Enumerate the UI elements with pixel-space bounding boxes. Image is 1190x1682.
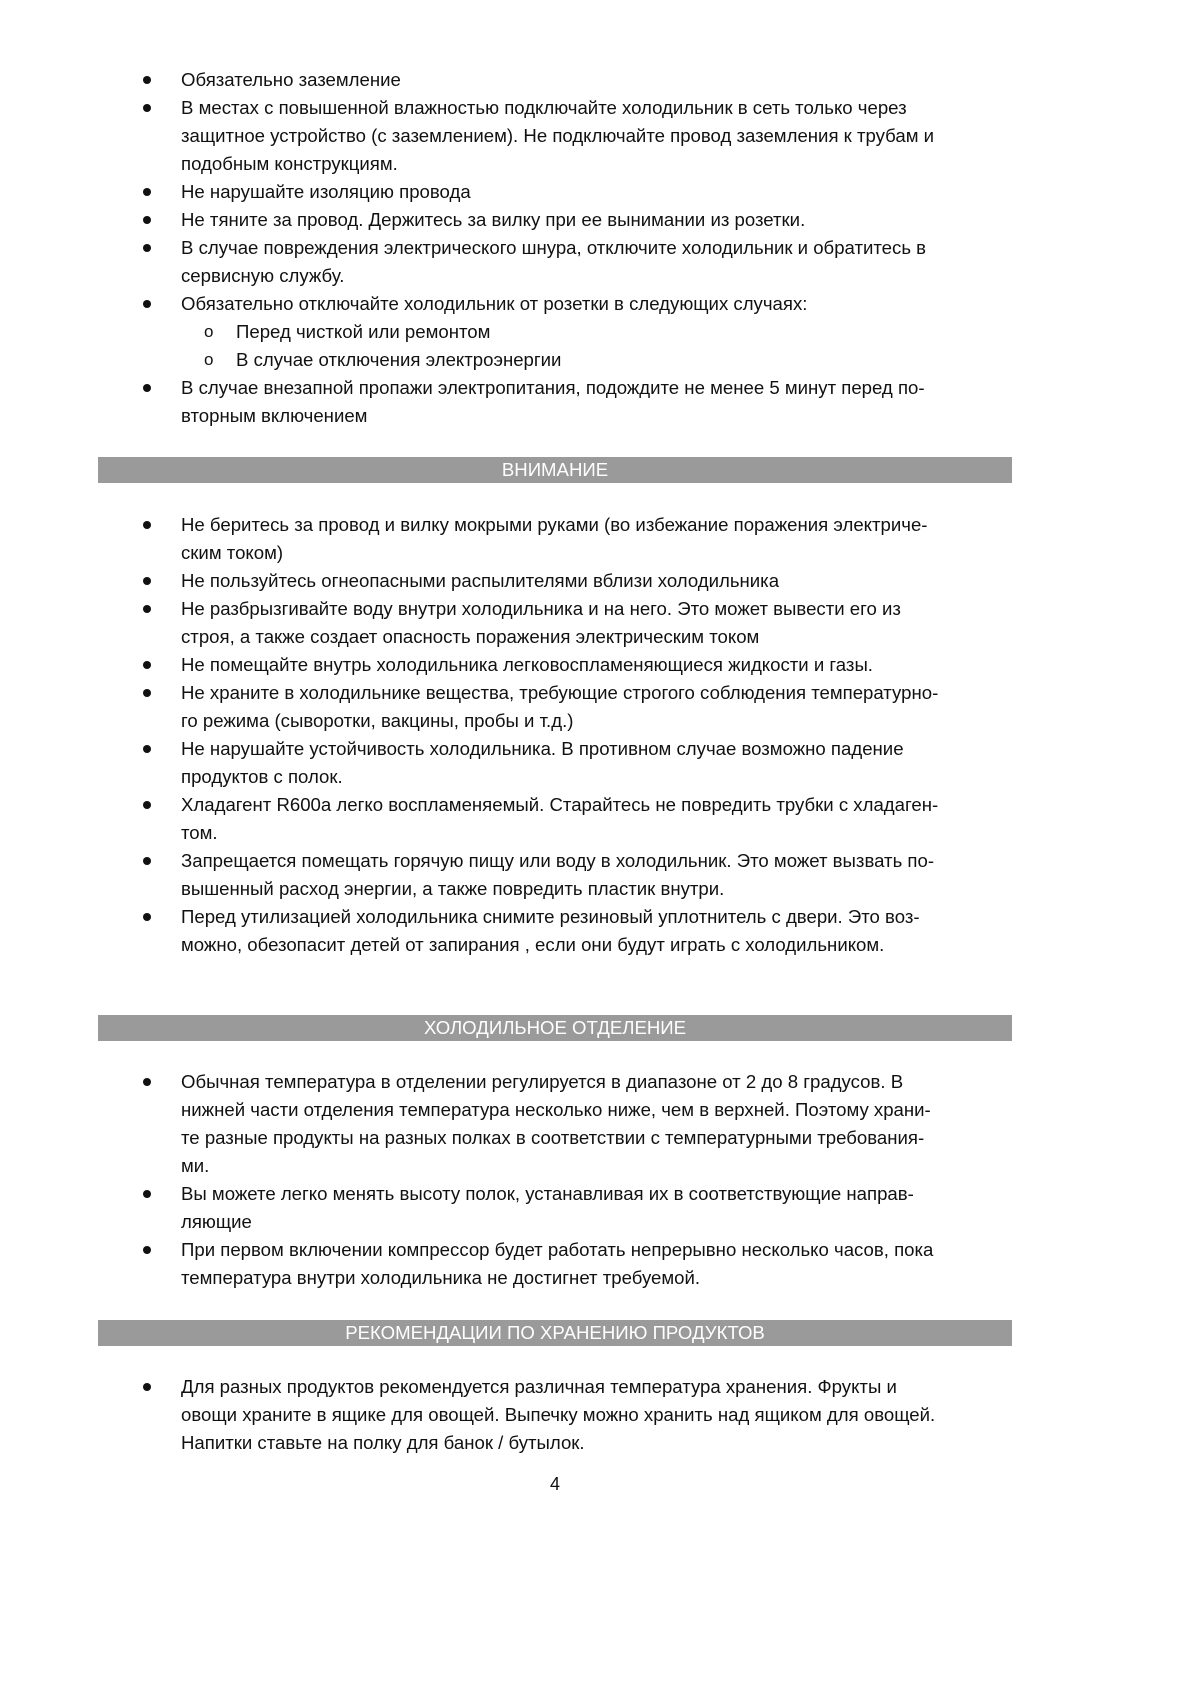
list-item-line: температура внутри холодильника не достигнет требуемой. (181, 1267, 701, 1288)
list-item (0, 94, 1190, 178)
bullet-list (0, 511, 1190, 959)
list-item (0, 66, 1190, 94)
sub-list-item-text: В случае отключения электроэнергии (236, 349, 562, 370)
circle-bullet-icon: o (204, 322, 214, 341)
list-item (0, 847, 1190, 903)
list-item-line: В случае повреждения электрического шнура, отключите холодильник и обратитесь в (181, 237, 927, 258)
list-item (0, 374, 1190, 430)
list-item-line: Не беритесь за провод и вилку мокрыми руками (во избежание поражения электриче- (181, 514, 928, 535)
list-item (0, 206, 1190, 234)
list-item (0, 290, 1190, 318)
list-item (0, 234, 1190, 290)
bullet-icon (143, 104, 151, 112)
section-heading-storage-recommendations: РЕКОМЕНДАЦИИ ПО ХРАНЕНИЮ ПРОДУКТОВ (98, 1320, 1012, 1346)
list-item-line: ляющие (181, 1211, 252, 1232)
list-item-line: Для разных продуктов рекомендуется различная температура хранения. Фрукты и (181, 1376, 897, 1397)
list-item-line: те разные продукты на разных полках в соответствии с температурными требования- (181, 1127, 925, 1148)
list-item-line: ми. (181, 1155, 210, 1176)
list-item-line: вторным включением (181, 405, 368, 426)
list-item (0, 595, 1190, 651)
list-item-line: Не пользуйтесь огнеопасными распылителями вблизи холодильника (181, 570, 780, 591)
list-item (0, 178, 1190, 206)
bullet-icon (143, 577, 151, 585)
bullet-icon (143, 76, 151, 84)
bullet-icon (143, 1383, 151, 1391)
list-item-line: овощи храните в ящике для овощей. Выпечку можно хранить над ящиком для овощей. (181, 1404, 936, 1425)
list-item-line: Обязательно заземление (181, 69, 401, 90)
list-item-line: можно, обезопасит детей от запирания , если они будут играть с холодильником. (181, 934, 885, 955)
list-item (0, 1236, 1190, 1292)
list-item (0, 903, 1190, 959)
list-item-line: сервисную службу. (181, 265, 345, 286)
bullet-list (0, 66, 1190, 430)
bullet-list (0, 1373, 1190, 1457)
list-item (0, 567, 1190, 595)
list-item-line: Запрещается помещать горячую пищу или воду в холодильник. Это может вызвать по- (181, 850, 935, 871)
list-item-line: Вы можете легко менять высоту полок, устанавливая их в соответствующие направ- (181, 1183, 914, 1204)
bullet-icon (143, 188, 151, 196)
list-item-line: Обязательно отключайте холодильник от розетки в следующих случаях: (181, 293, 808, 314)
list-item-line: При первом включении компрессор будет работать непрерывно несколько часов, пока (181, 1239, 934, 1260)
list-item (0, 791, 1190, 847)
list-item (0, 511, 1190, 567)
bullet-icon (143, 661, 151, 669)
bullet-icon (143, 1190, 151, 1198)
bullet-icon (143, 689, 151, 697)
list-item-line: том. (181, 822, 218, 843)
list-item-line: вышенный расход энергии, а также повредить пластик внутри. (181, 878, 725, 899)
list-item-line: Напитки ставьте на полку для банок / бутылок. (181, 1432, 585, 1453)
list-item-line: нижней части отделения температура несколько ниже, чем в верхней. Поэтому храни- (181, 1099, 931, 1120)
list-item-line: Не нарушайте изоляцию провода (181, 181, 471, 202)
sub-list-item-text: Перед чисткой или ремонтом (236, 321, 491, 342)
bullet-icon (143, 745, 151, 753)
list-item-line: Не разбрызгивайте воду внутри холодильника и на него. Это может вывести его из (181, 598, 901, 619)
bullet-icon (143, 913, 151, 921)
list-item (0, 735, 1190, 791)
list-item (0, 1180, 1190, 1236)
list-item-line: строя, а также создает опасность поражения электрическим током (181, 626, 760, 647)
sub-list-item (0, 318, 1190, 346)
bullet-icon (143, 1246, 151, 1254)
bullet-icon (143, 216, 151, 224)
list-item-line: В случае внезапной пропажи электропитания, подождите не менее 5 минут перед по- (181, 377, 925, 398)
bullet-icon (143, 605, 151, 613)
list-item (0, 1068, 1190, 1180)
list-item-line: В местах с повышенной влажностью подключайте холодильник в сеть только через (181, 97, 907, 118)
list-item (0, 1373, 1190, 1457)
bullet-icon (143, 1078, 151, 1086)
bullet-icon (143, 521, 151, 529)
list-item-line: Хладагент R600a легко воспламеняемый. Старайтесь не повредить трубки с хладаген- (181, 794, 939, 815)
list-item-line: Не храните в холодильнике вещества, требующие строгого соблюдения температурно- (181, 682, 939, 703)
list-item (0, 651, 1190, 679)
list-item-line: Перед утилизацией холодильника снимите резиновый уплотнитель с двери. Это воз- (181, 906, 920, 927)
list-item-line: Не нарушайте устойчивость холодильника. В противном случае возможно падение (181, 738, 904, 759)
circle-bullet-icon: o (204, 350, 214, 369)
list-item-line: Обычная температура в отделении регулируется в диапазоне от 2 до 8 градусов. В (181, 1071, 904, 1092)
section-heading-fridge-compartment: ХОЛОДИЛЬНОЕ ОТДЕЛЕНИЕ (98, 1015, 1012, 1041)
bullet-list (0, 1068, 1190, 1292)
bullet-icon (143, 244, 151, 252)
sub-list-item (0, 346, 1190, 374)
bullet-icon (143, 801, 151, 809)
bullet-icon (143, 384, 151, 392)
bullet-icon (143, 300, 151, 308)
list-item-line: подобным конструкциям. (181, 153, 398, 174)
list-item-line: го режима (сыворотки, вакцины, пробы и т.д.) (181, 710, 574, 731)
list-item (0, 679, 1190, 735)
list-item-line: Не помещайте внутрь холодильника легковоспламеняющиеся жидкости и газы. (181, 654, 873, 675)
list-item-line: Не тяните за провод. Держитесь за вилку при ее вынимании из розетки. (181, 209, 806, 230)
list-item-line: продуктов с полок. (181, 766, 343, 787)
bullet-icon (143, 857, 151, 865)
section-heading-warning: ВНИМАНИЕ (98, 457, 1012, 483)
list-item-line: ским током) (181, 542, 284, 563)
list-item-line: защитное устройство (с заземлением). Не подключайте провод заземления к трубам и (181, 125, 935, 146)
page-number: 4 (549, 1474, 560, 1494)
